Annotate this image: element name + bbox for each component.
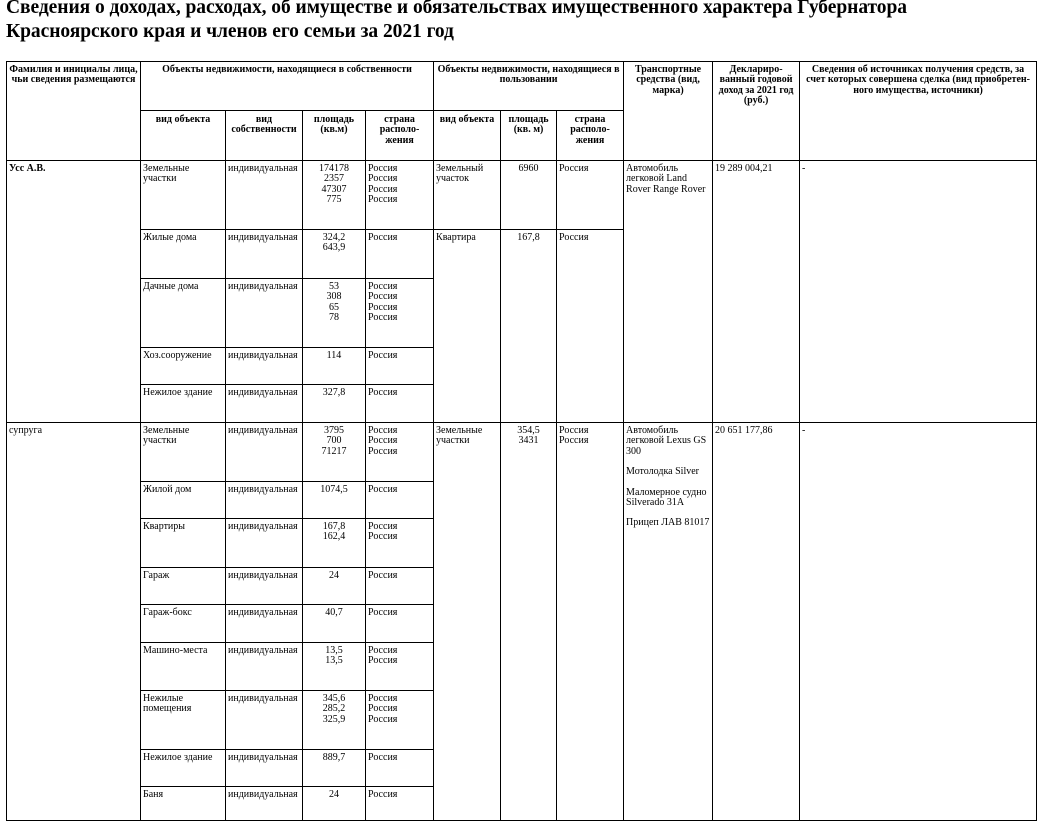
owned-area: 324,2 643,9 xyxy=(303,230,366,279)
header-owned-type: вид объекта xyxy=(141,111,226,161)
owned-area: 24 xyxy=(303,787,366,821)
header-used-type: вид объекта xyxy=(434,111,501,161)
transport-item: Мотолодка Silver xyxy=(626,466,699,478)
owned-type: Машино-места xyxy=(141,643,226,691)
owned-ownership: индивидуальная xyxy=(226,385,303,423)
owned-country: Россия Россия xyxy=(366,643,434,691)
owned-country: Россия xyxy=(366,385,434,423)
header-owned-area: площадь (кв.м) xyxy=(303,111,366,161)
header-owned-ownership: вид собственности xyxy=(226,111,303,161)
owned-type: Нежилое здание xyxy=(141,385,226,423)
owned-ownership: индивидуальная xyxy=(226,568,303,605)
owned-country: Россия xyxy=(366,482,434,519)
declaration-table xyxy=(6,61,1037,821)
owned-ownership: индивидуальная xyxy=(226,161,303,230)
transport-item: Маломерное судно Silverado 31A xyxy=(626,486,707,509)
owned-type: Дачные дома xyxy=(141,279,226,348)
owned-area: 174178 2357 47307 775 xyxy=(303,161,366,230)
owned-country: Россия xyxy=(366,605,434,643)
owned-country: Россия xyxy=(366,787,434,821)
used-type: Земельные участки xyxy=(434,423,501,821)
owned-area: 3795 700 71217 xyxy=(303,423,366,482)
used-country: Россия xyxy=(557,161,624,230)
owned-country: Россия xyxy=(366,568,434,605)
owned-ownership: индивидуальная xyxy=(226,482,303,519)
used-type: Земельный участок xyxy=(434,161,501,230)
used-area: 6960 xyxy=(501,161,557,230)
owned-country: Россия Россия Россия Россия xyxy=(366,279,434,348)
page-title: Сведения о доходах, расходах, об имуществе и обязательствах имущественного характера Губернатора Красноярского края и членов его семьи за 2021 год xyxy=(6,0,907,42)
transport-item: Автомобиль легковой Lexus GS 300 xyxy=(626,425,707,457)
owned-ownership: индивидуальная xyxy=(226,643,303,691)
owned-country: Россия Россия xyxy=(366,519,434,568)
header-used-country: страна располо-жения xyxy=(557,111,624,161)
owned-type: Нежилое здание xyxy=(141,750,226,787)
owned-type: Квартиры xyxy=(141,519,226,568)
owned-ownership: индивидуальная xyxy=(226,691,303,750)
owned-type: Гараж xyxy=(141,568,226,605)
income-cell: 20 651 177,86 xyxy=(713,423,800,821)
table-header xyxy=(7,62,1037,161)
owned-area: 114 xyxy=(303,348,366,385)
owned-type: Земельные участки xyxy=(141,161,226,230)
owned-area: 345,6 285,2 325,9 xyxy=(303,691,366,750)
header-owned: Объекты недвижимости, находящиеся в собственности xyxy=(141,62,434,111)
header-name: Фамилия и инициалы лица, чьи сведения размещаются xyxy=(7,62,141,161)
income-cell: 19 289 004,21 xyxy=(713,161,800,423)
used-area: 354,5 3431 xyxy=(501,423,557,821)
owned-ownership: индивидуальная xyxy=(226,750,303,787)
owned-country: Россия xyxy=(366,348,434,385)
used-area: 167,8 xyxy=(501,230,557,423)
owned-ownership: индивидуальная xyxy=(226,423,303,482)
owned-country: Россия xyxy=(366,230,434,279)
used-country: Россия xyxy=(557,230,624,423)
owned-area: 327,8 xyxy=(303,385,366,423)
owned-type: Жилые дома xyxy=(141,230,226,279)
used-country: Россия Россия xyxy=(557,423,624,821)
owned-area: 53 308 65 78 xyxy=(303,279,366,348)
owned-country: Россия Россия Россия xyxy=(366,691,434,750)
transport-item: Прицеп ЛАВ 81017 xyxy=(626,517,710,529)
transport-cell xyxy=(624,161,713,423)
header-transport: Транспортные средства (вид, марка) xyxy=(624,62,713,161)
owned-area: 889,7 xyxy=(303,750,366,787)
source-cell: - xyxy=(800,423,1037,821)
source-cell: - xyxy=(800,161,1037,423)
owned-type: Нежилые помещения xyxy=(141,691,226,750)
person-name: супруга xyxy=(7,423,141,821)
owned-ownership: индивидуальная xyxy=(226,279,303,348)
header-source: Сведения об источниках получения средств, за счет которых совершена сделка (вид приобретен-ного имущества, источники) xyxy=(800,62,1037,161)
owned-country: Россия xyxy=(366,750,434,787)
person-name: Усс А.В. xyxy=(7,161,141,423)
table-row xyxy=(7,423,1037,482)
table-body xyxy=(7,161,1037,821)
owned-type: Земельные участки xyxy=(141,423,226,482)
header-income: Деклариро-ванный годовой доход за 2021 год (руб.) xyxy=(713,62,800,161)
owned-area: 167,8 162,4 xyxy=(303,519,366,568)
owned-type: Жилой дом xyxy=(141,482,226,519)
header-used: Объекты недвижимости, находящиеся в пользовании xyxy=(434,62,624,111)
owned-type: Хоз.сооружение xyxy=(141,348,226,385)
owned-ownership: индивидуальная xyxy=(226,230,303,279)
owned-ownership: индивидуальная xyxy=(226,348,303,385)
owned-type: Баня xyxy=(141,787,226,821)
owned-country: Россия Россия Россия xyxy=(366,423,434,482)
owned-ownership: индивидуальная xyxy=(226,605,303,643)
used-type: Квартира xyxy=(434,230,501,423)
header-used-area: площадь (кв. м) xyxy=(501,111,557,161)
header-owned-country: страна располо-жения xyxy=(366,111,434,161)
owned-type: Гараж-бокс xyxy=(141,605,226,643)
owned-area: 40,7 xyxy=(303,605,366,643)
transport-item: Автомобиль легковой Land Rover Range Rover xyxy=(626,163,706,195)
owned-area: 1074,5 xyxy=(303,482,366,519)
owned-area: 24 xyxy=(303,568,366,605)
transport-cell xyxy=(624,423,713,821)
table-row xyxy=(7,161,1037,230)
owned-area: 13,5 13,5 xyxy=(303,643,366,691)
owned-ownership: индивидуальная xyxy=(226,519,303,568)
owned-country: Россия Россия Россия Россия xyxy=(366,161,434,230)
owned-ownership: индивидуальная xyxy=(226,787,303,821)
